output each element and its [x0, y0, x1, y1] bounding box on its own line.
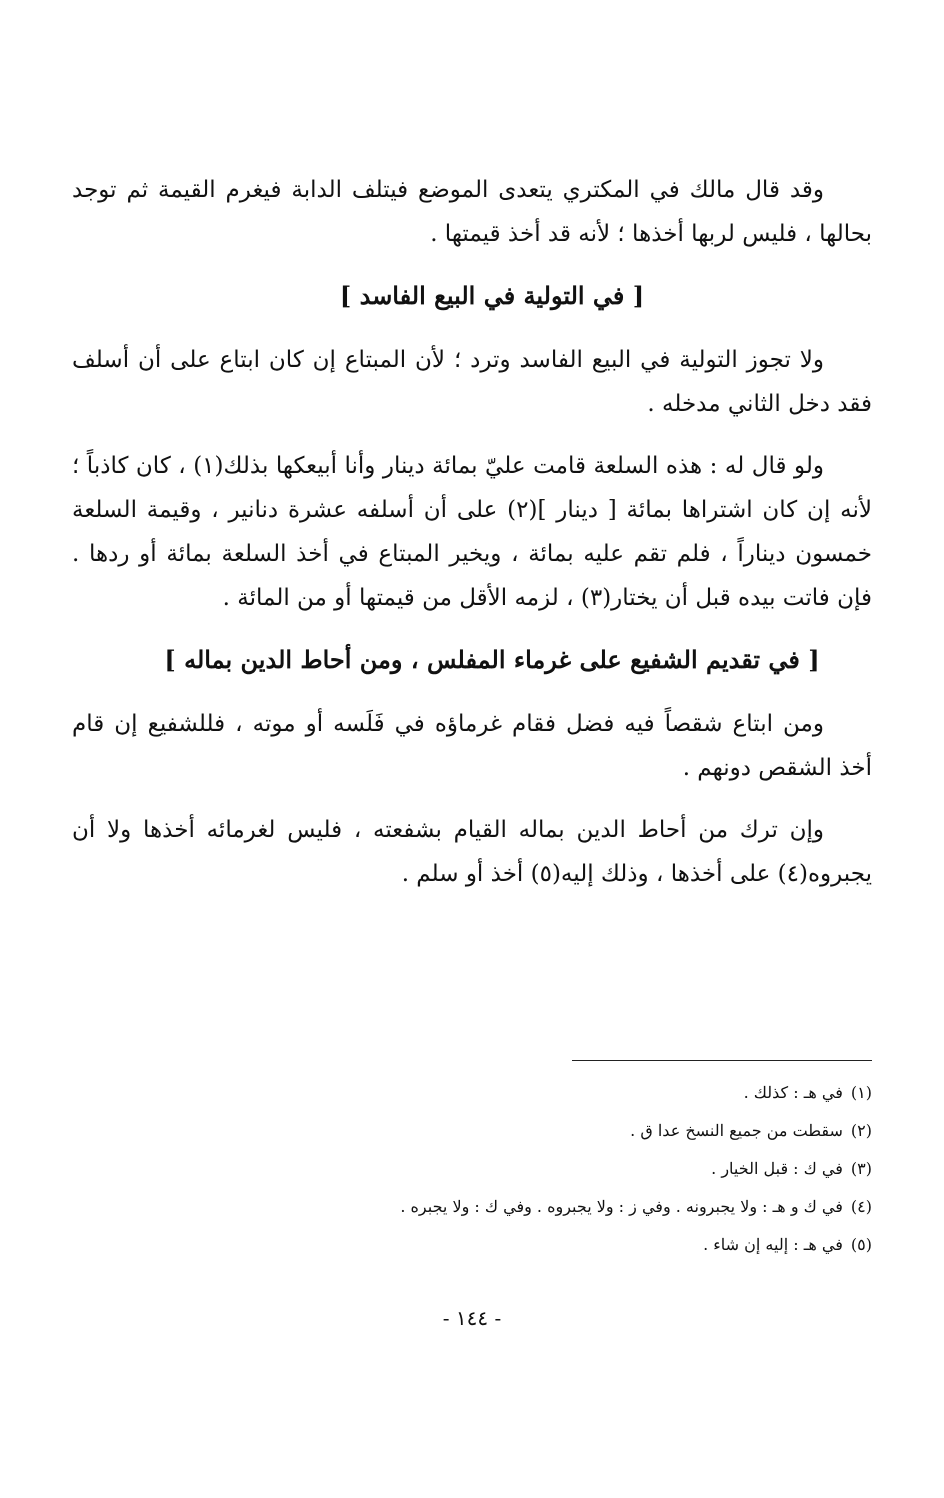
footnote-text: في ك : قبل الخيار .	[711, 1159, 843, 1178]
footnote-number: (٢)	[850, 1121, 872, 1140]
footnote-5	[72, 1226, 872, 1264]
footnote-number: (٥)	[850, 1235, 872, 1254]
book-page	[72, 0, 872, 1498]
paragraph-4: ومن ابتاع شقصاً فيه فضل فقام غرماؤه في فَلَسه أو موته ، فللشفيع إن قام أخذ الشقص دونهم .	[72, 711, 872, 781]
paragraph-3: ولو قال له : هذه السلعة قامت عليّ بمائة دينار وأنا أبيعكها بذلك(١) ، كان كاذباً ؛ لأنه إن كان اشتراها بمائة [ دينار ](٢) على أن أسلفه عشرة دنانير ، وقيمة السلعة خمسون ديناراً ، فلم تقم عليه بمائة ، ويخير المبتاع في أخذ السلعة بمائة أو ردها . فإن فاتت بيده قبل أن يختار(٣) ، لزمه الأقل من قيمتها أو من المائة .	[72, 453, 872, 611]
footnote-number: (١)	[850, 1083, 872, 1102]
paragraph-5: وإن ترك من أحاط الدين بماله القيام بشفعته ، فليس لغرمائه أخذها ولا أن يجبروه(٤) على أخذها ، وذلك إليه(٥) أخذ أو سلم .	[72, 817, 872, 887]
footnote-number: (٤)	[850, 1197, 872, 1216]
page-number: - ١٤٤ -	[442, 1306, 502, 1330]
main-text	[72, 168, 872, 914]
footnote-1	[72, 1074, 872, 1112]
paragraph-2: ولا تجوز التولية في البيع الفاسد وترد ؛ لأن المبتاع إن كان ابتاع على أن أسلف فقد دخل الثاني مدخله .	[72, 347, 872, 417]
footnote-2	[72, 1112, 872, 1150]
section-heading-1: [ في التولية في البيع الفاسد ]	[339, 281, 645, 310]
footnote-text: سقطت من جميع النسخ عدا ق .	[630, 1121, 843, 1140]
footnote-4	[72, 1188, 872, 1226]
paragraph-1: وقد قال مالك في المكتري يتعدى الموضع فيتلف الدابة فيغرم القيمة ثم توجد بحالها ، فليس لربها أخذها ؛ لأنه قد أخذ قيمتها .	[72, 177, 872, 247]
footnote-number: (٣)	[850, 1159, 872, 1178]
footnote-text: في هـ : إليه إن شاء .	[703, 1235, 843, 1254]
footnote-text: في هـ : كذلك .	[743, 1083, 843, 1102]
footnote-text: في ك و هـ : ولا يجبرونه . وفي ز : ولا يجبروه . وفي ك : ولا يجبره .	[400, 1197, 843, 1216]
footnotes-list	[72, 1074, 872, 1264]
section-heading-2: [ في تقديم الشفيع على غرماء المفلس ، ومن أحاط الدين بماله ]	[164, 645, 820, 674]
footnote-divider	[572, 1060, 872, 1061]
footnote-3	[72, 1150, 872, 1188]
